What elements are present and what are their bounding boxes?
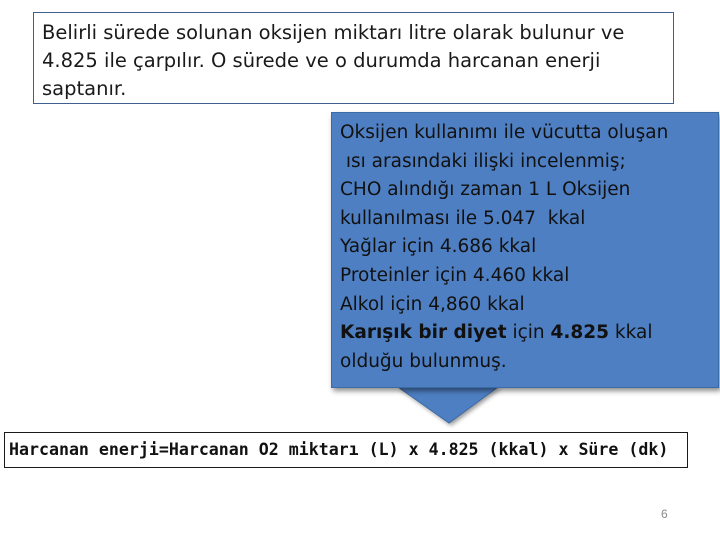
callout-line: kullanılması ile 5.047 kkal: [340, 207, 586, 229]
callout-line: Yağlar için 4.686 kkal: [340, 236, 537, 258]
callout-line: olduğu bulunmuş.: [340, 350, 507, 372]
callout-line: Alkol için 4,860 kkal: [340, 293, 525, 315]
callout-line: ısı arasındaki ilişki incelenmiş;: [340, 150, 626, 172]
mixed-diet-label: Karışık bir diyet: [340, 322, 507, 344]
formula-text: Harcanan enerji=Harcanan O2 miktarı (L) x 4.825 (kkal) x Süre (dk): [9, 440, 669, 459]
callout-line-mixed-diet: [340, 319, 710, 348]
intro-text-box: [33, 12, 674, 104]
mixed-diet-value: 4.825: [550, 322, 610, 344]
callout-box: [331, 112, 719, 388]
unit-text: kkal: [609, 322, 653, 344]
callout-line: Oksijen kullanımı ile vücutta oluşan: [340, 122, 669, 143]
intro-text: Belirli sürede solunan oksijen miktarı litre olarak bulunur ve 4.825 ile çarpılır. O sürede ve o durumda harcanan enerji saptanır.: [42, 21, 625, 100]
page-number: 6: [661, 507, 668, 521]
formula-box: [4, 432, 688, 468]
callout-line: Proteinler için 4.460 kkal: [340, 264, 570, 286]
callout-line: CHO alındığı zaman 1 L Oksijen: [340, 179, 631, 201]
connector-text: için: [506, 322, 551, 344]
